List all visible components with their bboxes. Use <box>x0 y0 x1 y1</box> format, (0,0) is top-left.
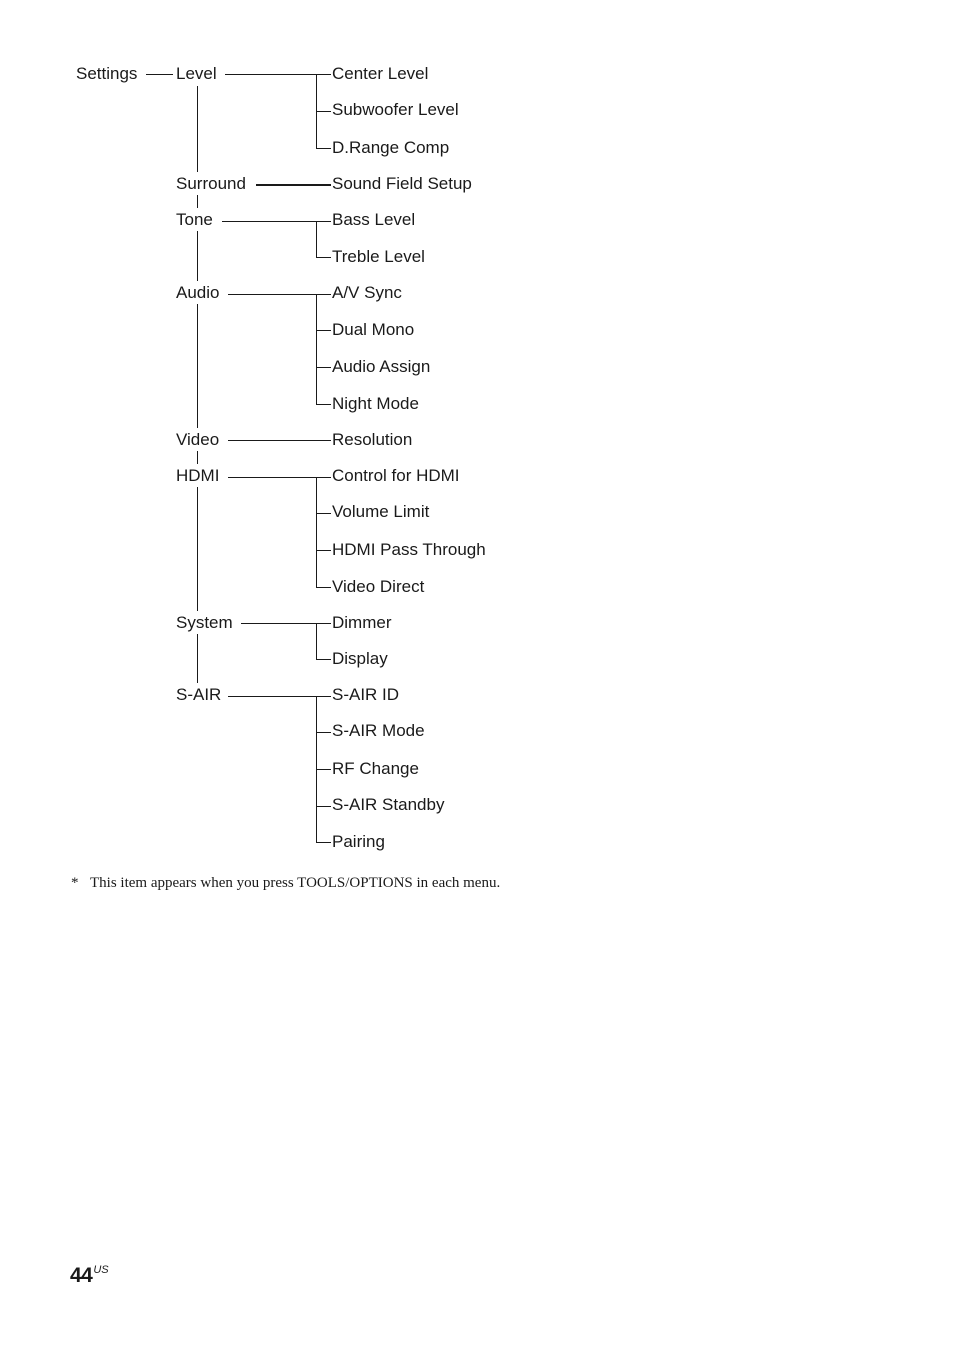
menu-item: Subwoofer Level <box>332 100 459 119</box>
item-tick <box>316 513 331 514</box>
category-label: Level <box>176 64 217 83</box>
menu-item: Bass Level <box>332 210 416 229</box>
category-label: System <box>176 613 233 632</box>
item-bracket <box>316 294 317 404</box>
item-tick <box>316 111 331 112</box>
category-label: Tone <box>176 210 213 229</box>
menu-item: S-AIR ID <box>332 685 400 704</box>
menu-item: Volume Limit <box>332 502 430 521</box>
item-tick <box>316 769 331 770</box>
item-tick <box>316 587 331 588</box>
category-label: HDMI <box>176 466 220 485</box>
page-region-suffix: US <box>93 1264 109 1276</box>
item-bracket <box>316 221 317 257</box>
menu-item: Resolution <box>332 430 413 449</box>
item-tick <box>316 257 331 258</box>
menu-item: Center Level <box>332 64 429 83</box>
item-tick <box>316 404 331 405</box>
item-tick <box>316 367 331 368</box>
menu-item: S-AIR Standby <box>332 795 445 814</box>
item-tick <box>316 842 331 843</box>
menu-item: Dimmer <box>332 613 392 632</box>
menu-item: D.Range Comp <box>332 138 450 157</box>
page-number-value: 44 <box>70 1264 93 1287</box>
root-connector <box>146 74 173 75</box>
category-connector <box>241 623 331 624</box>
category-label: Video <box>176 430 220 449</box>
menu-item: Sound Field Setup <box>332 174 472 193</box>
menu-item: Audio Assign <box>332 357 431 376</box>
footnote-marker: * <box>71 875 79 891</box>
footnote <box>71 874 500 892</box>
menu-item: Display <box>332 649 388 668</box>
category-connector <box>228 440 331 441</box>
item-tick <box>316 330 331 331</box>
menu-item: A/V Sync <box>332 283 402 302</box>
category-label: Surround <box>176 174 246 193</box>
menu-item: Control for HDMI <box>332 466 460 485</box>
category-label: Audio <box>176 283 220 302</box>
menu-item: Treble Level <box>332 247 425 266</box>
menu-item: RF Change <box>332 759 419 778</box>
menu-item: Dual Mono <box>332 320 415 339</box>
page-number <box>70 1258 109 1288</box>
item-tick <box>316 550 331 551</box>
category-connector <box>222 221 331 222</box>
item-tick <box>316 659 331 660</box>
menu-item: S-AIR Mode <box>332 721 425 740</box>
menu-item: Night Mode <box>332 394 419 413</box>
item-bracket <box>316 477 317 587</box>
category-connector <box>256 184 331 186</box>
item-tick <box>316 148 331 149</box>
category-label: S-AIR <box>176 685 222 704</box>
tree-root-label: Settings <box>76 64 138 83</box>
footnote-text: This item appears when you press TOOLS/OPTIONS in each menu. <box>90 875 501 891</box>
item-tick <box>316 732 331 733</box>
item-bracket <box>316 623 317 660</box>
item-tick <box>316 806 331 807</box>
menu-item: Pairing <box>332 832 385 851</box>
menu-item: Video Direct <box>332 577 425 596</box>
menu-item: HDMI Pass Through <box>332 540 486 559</box>
